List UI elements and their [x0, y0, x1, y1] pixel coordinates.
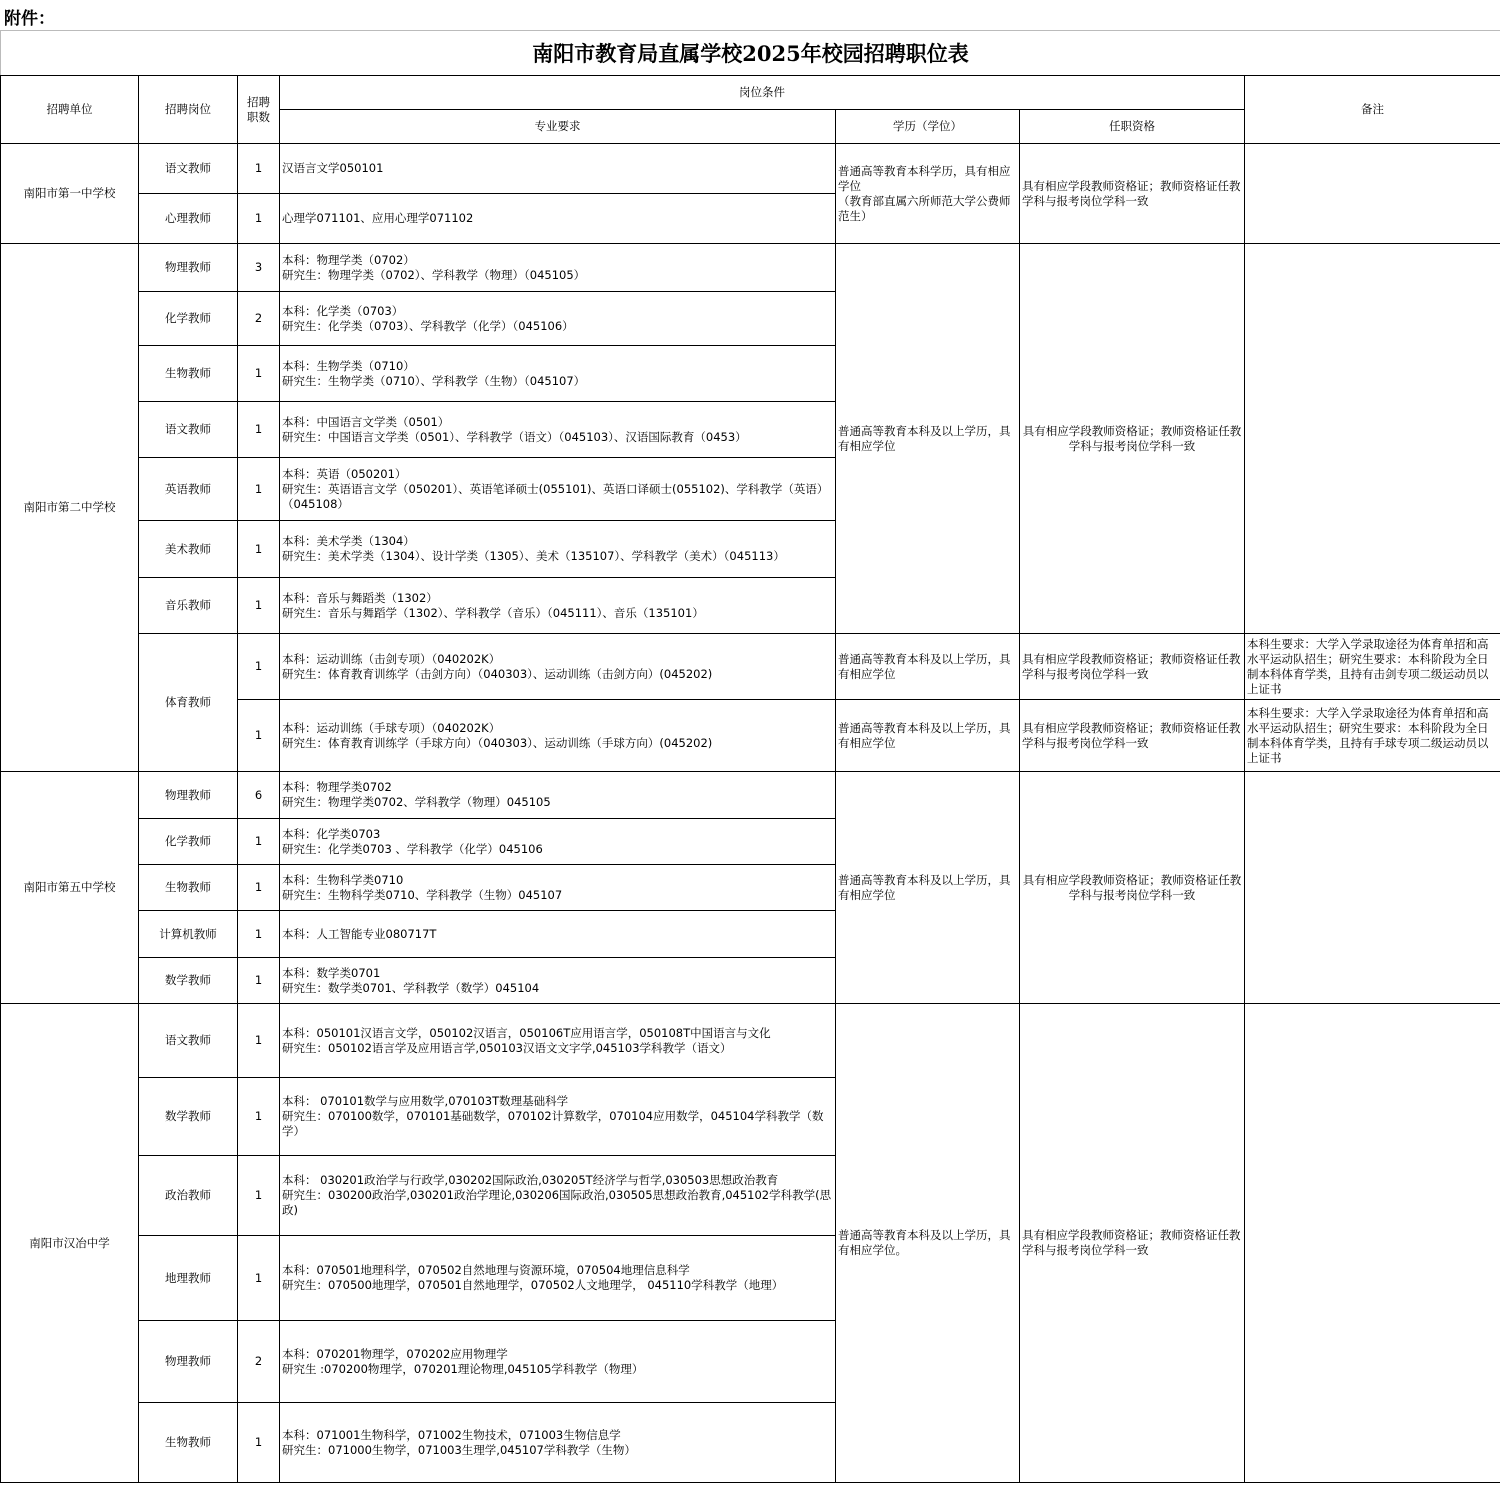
- post-count: 1: [238, 1004, 280, 1078]
- post-count: 1: [238, 700, 280, 772]
- post-count: 1: [238, 458, 280, 521]
- remark-cell: [1245, 144, 1500, 244]
- school-name: 南阳市汉冶中学: [1, 1004, 139, 1483]
- school-name: 南阳市第五中学校: [1, 772, 139, 1004]
- post-count: 1: [238, 402, 280, 458]
- major-requirement: 本科：人工智能专业080717T: [280, 911, 836, 958]
- remark-cell: [1245, 772, 1500, 1004]
- major-requirement: 本科：运动训练（击剑专项）（040202K） 研究生：体育教育训练学（击剑方向）（040303）、运动训练（击剑方向）(045202): [280, 634, 836, 700]
- degree-requirement: 普通高等教育本科及以上学历，具有相应学位: [836, 772, 1020, 1004]
- qualification-requirement: 具有相应学段教师资格证；教师资格证任教学科与报考岗位学科一致: [1020, 1004, 1245, 1483]
- major-requirement: 本科：生物科学类0710 研究生：生物科学类0710、学科教学（生物）045107: [280, 865, 836, 911]
- post-count: 1: [238, 578, 280, 634]
- recruitment-table: [0, 30, 1500, 1483]
- post-name: 政治教师: [139, 1156, 238, 1236]
- post-name: 生物教师: [139, 865, 238, 911]
- qualification-requirement: 具有相应学段教师资格证；教师资格证任教学科与报考岗位学科一致: [1020, 634, 1245, 700]
- post-name: 语文教师: [139, 144, 238, 194]
- post-count: 6: [238, 772, 280, 819]
- major-requirement: 本科：美术学类（1304） 研究生：美术学类（1304）、设计学类（1305）、美术（135107）、学科教学（美术）（045113）: [280, 521, 836, 578]
- degree-requirement: 普通高等教育本科学历，具有相应学位 （教育部直属六所师范大学公费师范生）: [836, 144, 1020, 244]
- major-requirement: 汉语言文学050101: [280, 144, 836, 194]
- post-count: 1: [238, 958, 280, 1004]
- header-post: 招聘岗位: [139, 76, 238, 144]
- post-name: 物理教师: [139, 772, 238, 819]
- post-count: 1: [238, 194, 280, 244]
- post-name: 化学教师: [139, 292, 238, 346]
- post-count: 1: [238, 144, 280, 194]
- post-name: 生物教师: [139, 346, 238, 402]
- post-count: 2: [238, 1321, 280, 1403]
- post-name: 美术教师: [139, 521, 238, 578]
- post-name: 语文教师: [139, 1004, 238, 1078]
- table-row: [1, 244, 1500, 292]
- post-name: 生物教师: [139, 1403, 238, 1483]
- remark-cell: 本科生要求：大学入学录取途径为体育单招和高水平运动队招生；研究生要求：本科阶段为全日制本科体育学类，且持有击剑专项二级运动员以上证书: [1245, 634, 1500, 700]
- major-requirement: 本科：化学类（0703） 研究生：化学类（0703）、学科教学（化学）（045106）: [280, 292, 836, 346]
- post-count: 1: [238, 911, 280, 958]
- degree-requirement: 普通高等教育本科及以上学历，具有相应学位: [836, 700, 1020, 772]
- post-name: 英语教师: [139, 458, 238, 521]
- post-count: 1: [238, 346, 280, 402]
- major-requirement: 本科：050101汉语言文学，050102汉语言，050106T应用语言学，050108T中国语言与文化 研究生：050102语言学及应用语言学,050103汉语文文字学,045103学科教学（语文）: [280, 1004, 836, 1078]
- major-requirement: 本科：生物学类（0710） 研究生：生物学类（0710）、学科教学（生物）（045107）: [280, 346, 836, 402]
- major-requirement: 本科：物理学类（0702） 研究生：物理学类（0702）、学科教学（物理）（045105）: [280, 244, 836, 292]
- major-requirement: 本科： 030201政治学与行政学,030202国际政治,030205T经济学与哲学,030503思想政治教育 研究生：030200政治学,030201政治学理论,030206国际政治,030505思想政治教育,045102学科教学(思政): [280, 1156, 836, 1236]
- major-requirement: 心理学071101、应用心理学071102: [280, 194, 836, 244]
- major-requirement: 本科：070201物理学，070202应用物理学 研究生 :070200物理学，070201理论物理,045105学科教学（物理）: [280, 1321, 836, 1403]
- table-row: [1, 772, 1500, 819]
- post-count: 1: [238, 819, 280, 865]
- table-row: [1, 634, 1500, 700]
- school-name: 南阳市第一中学校: [1, 144, 139, 244]
- degree-requirement: 普通高等教育本科及以上学历，具有相应学位: [836, 634, 1020, 700]
- header-unit: 招聘单位: [1, 76, 139, 144]
- remark-cell: 本科生要求：大学入学录取途径为体育单招和高水平运动队招生；研究生要求：本科阶段为全日制本科体育学类，且持有手球专项二级运动员以上证书: [1245, 700, 1500, 772]
- post-count: 1: [238, 1403, 280, 1483]
- remark-cell: [1245, 1004, 1500, 1483]
- table-row: [1, 144, 1500, 194]
- table-title: 南阳市教育局直属学校2025年校园招聘职位表: [1, 31, 1500, 76]
- header-major: 专业要求: [280, 110, 836, 144]
- qualification-requirement: 具有相应学段教师资格证；教师资格证任教学科与报考岗位学科一致: [1020, 700, 1245, 772]
- school-name: 南阳市第二中学校: [1, 244, 139, 772]
- qualification-requirement: 具有相应学段教师资格证；教师资格证任教学科与报考岗位学科一致: [1020, 144, 1245, 244]
- post-name: 数学教师: [139, 1078, 238, 1156]
- post-count: 1: [238, 1236, 280, 1321]
- header-qualification: 任职资格: [1020, 110, 1245, 144]
- major-requirement: 本科：音乐与舞蹈类（1302） 研究生：音乐与舞蹈学（1302）、学科教学（音乐）（045111）、音乐（135101）: [280, 578, 836, 634]
- post-count: 1: [238, 634, 280, 700]
- post-count: 1: [238, 1156, 280, 1236]
- major-requirement: 本科：物理学类0702 研究生：物理学类0702、学科教学（物理）045105: [280, 772, 836, 819]
- qualification-requirement: 具有相应学段教师资格证；教师资格证任教学科与报考岗位学科一致: [1020, 772, 1245, 1004]
- post-name: 地理教师: [139, 1236, 238, 1321]
- degree-requirement: 普通高等教育本科及以上学历，具有相应学位。: [836, 1004, 1020, 1483]
- post-count: 1: [238, 1078, 280, 1156]
- degree-requirement: 普通高等教育本科及以上学历，具有相应学位: [836, 244, 1020, 634]
- post-name: 音乐教师: [139, 578, 238, 634]
- remark-cell: [1245, 244, 1500, 634]
- header-degree: 学历（学位）: [836, 110, 1020, 144]
- major-requirement: 本科：071001生物科学，071002生物技术，071003生物信息学 研究生：071000生物学，071003生理学,045107学科教学（生物）: [280, 1403, 836, 1483]
- header-count: 招聘 职数: [238, 76, 280, 144]
- post-name: 心理教师: [139, 194, 238, 244]
- qualification-requirement: 具有相应学段教师资格证；教师资格证任教学科与报考岗位学科一致: [1020, 244, 1245, 634]
- post-count: 2: [238, 292, 280, 346]
- attachment-label: 附件：: [4, 9, 55, 29]
- post-name: 物理教师: [139, 244, 238, 292]
- major-requirement: 本科：运动训练（手球专项）（040202K） 研究生：体育教育训练学（手球方向）（040303）、运动训练（手球方向）(045202): [280, 700, 836, 772]
- post-name: 体育教师: [139, 634, 238, 772]
- post-name: 物理教师: [139, 1321, 238, 1403]
- major-requirement: 本科： 070101数学与应用数学,070103T数理基础科学 研究生：070100数学，070101基础数学，070102计算数学，070104应用数学，045104学科教学（数学）: [280, 1078, 836, 1156]
- table-row: [1, 1004, 1500, 1078]
- major-requirement: 本科：中国语言文学类（0501） 研究生：中国语言文学类（0501）、学科教学（语文）（045103）、汉语国际教育（0453）: [280, 402, 836, 458]
- post-name: 化学教师: [139, 819, 238, 865]
- post-count: 1: [238, 865, 280, 911]
- major-requirement: 本科：英语（050201） 研究生：英语语言文学（050201）、英语笔译硕士(055101)、英语口译硕士(055102)、学科教学（英语）（045108）: [280, 458, 836, 521]
- major-requirement: 本科：数学类0701 研究生：数学类0701、学科教学（数学）045104: [280, 958, 836, 1004]
- post-name: 计算机教师: [139, 911, 238, 958]
- post-name: 数学教师: [139, 958, 238, 1004]
- header-conditions: 岗位条件: [280, 76, 1245, 110]
- post-name: 语文教师: [139, 402, 238, 458]
- major-requirement: 本科：070501地理科学，070502自然地理与资源环境，070504地理信息科学 研究生：070500地理学，070501自然地理学，070502人文地理学， 045110学科教学（地理）: [280, 1236, 836, 1321]
- header-remarks: 备注: [1245, 76, 1500, 144]
- post-count: 3: [238, 244, 280, 292]
- major-requirement: 本科：化学类0703 研究生：化学类0703 、学科教学（化学）045106: [280, 819, 836, 865]
- post-count: 1: [238, 521, 280, 578]
